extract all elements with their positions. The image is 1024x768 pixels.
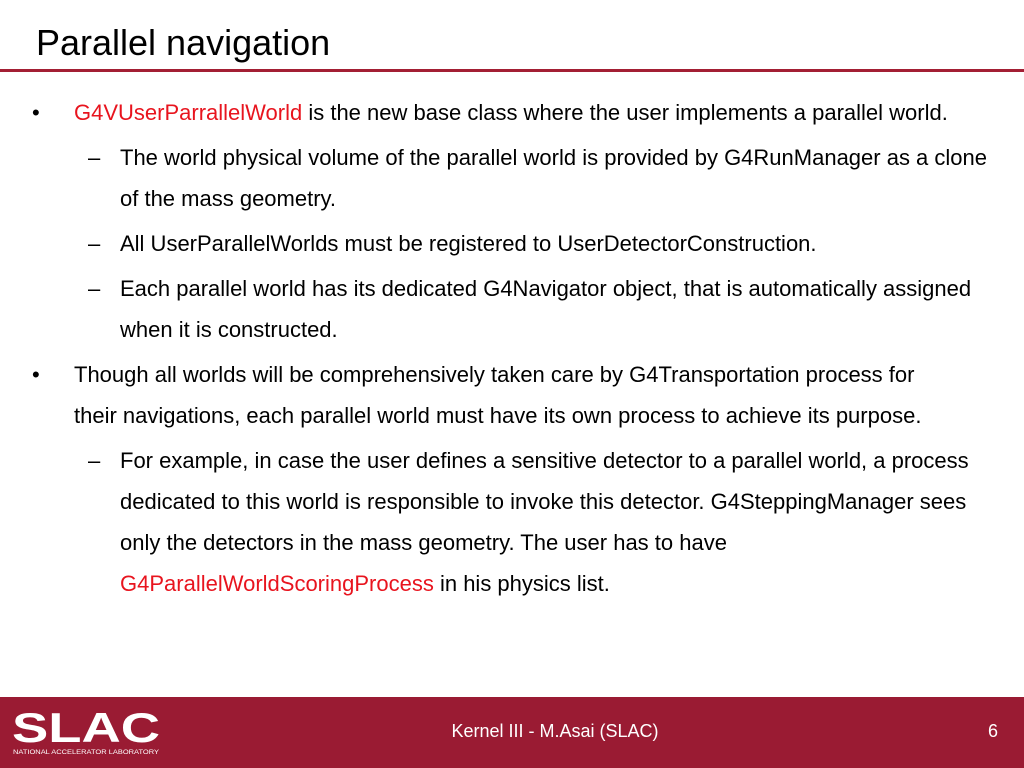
- dash-marker: –: [88, 448, 101, 473]
- title-divider: [0, 69, 1024, 72]
- dash-marker: –: [88, 276, 101, 301]
- slide-body: [0, 92, 1024, 604]
- bullet-marker: •: [32, 100, 40, 125]
- page-number: 6: [987, 721, 998, 741]
- bullet-item: [0, 92, 954, 133]
- bullet-text: is the new base class where the user implements a parallel world.: [302, 100, 948, 125]
- bullet-marker: •: [32, 362, 40, 387]
- sub-bullet-text: All UserParallelWorlds must be registered to UserDetectorConstruction.: [120, 231, 817, 256]
- dash-marker: –: [88, 231, 101, 256]
- logo-subtitle: NATIONAL ACCELERATOR LABORATORY: [13, 749, 159, 756]
- sub-bullet-text: For example, in case the user defines a sensitive detector to a parallel world, a process dedicated to this world is responsible to invoke this detector. G4SteppingManager sees only the detectors in the mass geometry. The user has to have: [120, 448, 969, 555]
- sub-bullet-item: [0, 223, 1000, 264]
- bullet-item: [0, 354, 954, 436]
- sub-bullet-text-end: in his physics list.: [433, 571, 610, 596]
- slide-footer: [0, 697, 1024, 768]
- class-name-highlight: G4VUserParrallelWorld: [74, 100, 303, 125]
- bullet-text: Though all worlds will be comprehensively taken care by G4Transportation process for their navigations, each parallel world must have its own process to achieve its purpose.: [74, 362, 922, 428]
- dash-marker: –: [88, 145, 101, 170]
- logo-wordmark: SLAC: [12, 705, 160, 751]
- sub-bullet-text: Each parallel world has its dedicated G4Navigator object, that is automatically assigned when it is constructed.: [120, 276, 972, 342]
- sub-bullet-text: The world physical volume of the parallel world is provided by G4RunManager as a clone of the mass geometry.: [120, 145, 988, 211]
- class-name-highlight: G4ParallelWorldScoringProcess: [120, 571, 434, 596]
- slide-title: Parallel navigation: [36, 22, 331, 63]
- sub-bullet-item: [0, 137, 1000, 219]
- sub-bullet-item: [0, 268, 1000, 350]
- footer-title: Kernel III - M.Asai (SLAC): [451, 721, 659, 741]
- sub-bullet-item: [0, 440, 1000, 604]
